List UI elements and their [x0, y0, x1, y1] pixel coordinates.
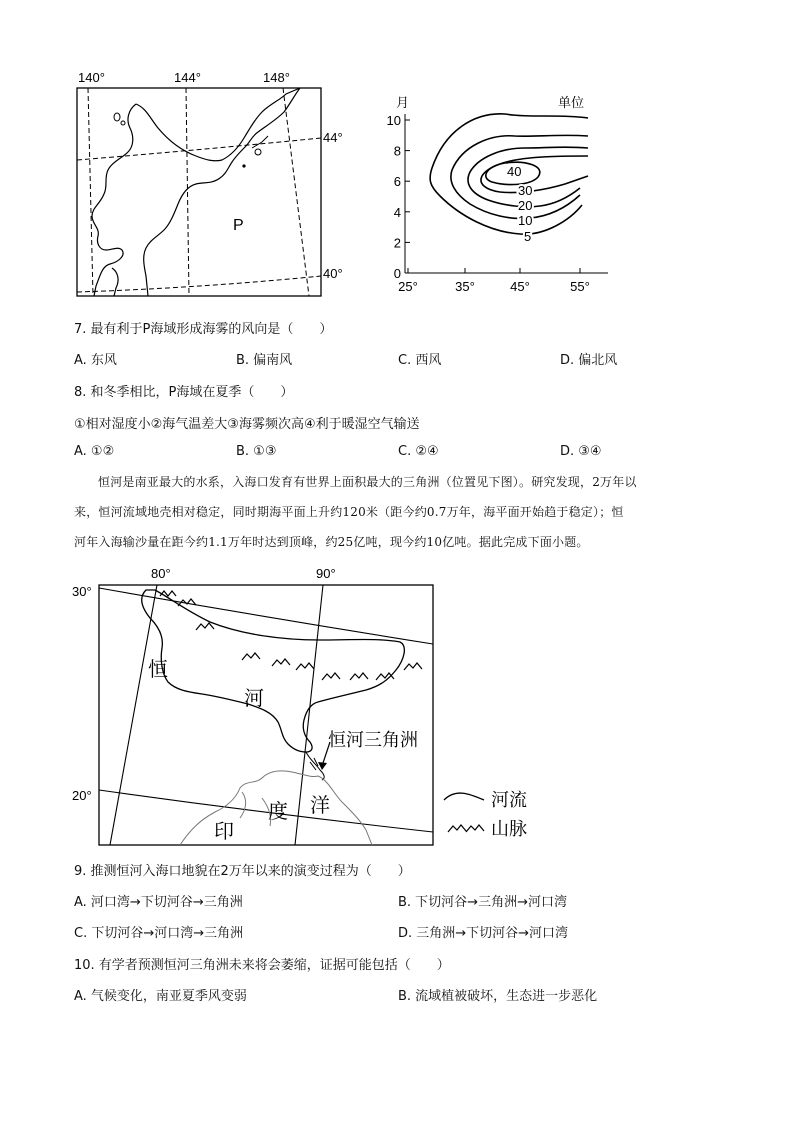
contour-label-20: 20 — [518, 198, 533, 213]
legend-river-label: 河流 — [491, 790, 527, 810]
q8-items: ①相对湿度小②海气温差大③海雾频次高④利于暖湿空气输送 — [74, 417, 420, 432]
meridian-80 — [110, 585, 157, 845]
q9-stem: 9. 推测恒河入海口地貌在2万年以来的演变过程为（ ） — [74, 864, 411, 879]
y-tick-label: 6 — [393, 174, 401, 190]
lat-label-40: 40° — [323, 266, 343, 281]
label-heng: 恒 — [148, 659, 168, 681]
island — [255, 149, 261, 155]
y-tick-label: 4 — [393, 204, 401, 220]
contour-label-10: 10 — [518, 213, 533, 228]
map1-frame — [77, 88, 321, 296]
parallel-40 — [77, 276, 321, 292]
q7-stem: 7. 最有利于P海域形成海雾的风向是（ ） — [74, 322, 333, 337]
map-ganges — [60, 560, 560, 855]
q7-option-c[interactable]: C. 西风 — [398, 353, 442, 368]
chart-ylabel: 月 — [396, 95, 410, 110]
meridian-140 — [88, 88, 93, 296]
fog-contour-chart — [370, 88, 610, 298]
q7-option-d[interactable]: D. 偏北风 — [560, 353, 618, 368]
lat-label-44: 44° — [323, 130, 343, 145]
contour-line-30 — [481, 156, 588, 193]
label-yang: 洋 — [310, 795, 330, 817]
legend-mountain-label: 山脉 — [491, 819, 527, 839]
meridian-144 — [186, 88, 189, 296]
q9-option-a[interactable]: A. 河口湾→下切河谷→三角洲 — [74, 895, 243, 910]
contour-label-40: 40 — [507, 164, 522, 179]
label-yin: 印 — [214, 821, 234, 843]
passage-line-2: 来，恒河流域地壳相对稳定，同时期海平面上升约120米（距今约0.7万年，海平面开始趋于稳定）；恒 — [74, 505, 624, 519]
lon-label-140: 140° — [78, 70, 105, 85]
lat-label-30: 30° — [72, 584, 92, 599]
q9-option-c[interactable]: C. 下切河谷→河口湾→三角洲 — [74, 926, 244, 941]
y-tick-label: 2 — [393, 235, 401, 251]
map2-frame — [99, 585, 433, 845]
x-tick-label: 35° — [455, 279, 475, 294]
q10-option-a[interactable]: A. 气候变化，南亚夏季风变弱 — [74, 989, 247, 1004]
q9-option-b[interactable]: B. 下切河谷→三角洲→河口湾 — [398, 895, 567, 910]
meridian-148 — [283, 88, 309, 296]
coastline-hokkaido — [92, 88, 300, 296]
ganges-basin-outline — [142, 590, 405, 752]
lon-label-90: 90° — [316, 566, 336, 581]
q10-option-b[interactable]: B. 流域植被破坏，生态进一步恶化 — [398, 989, 598, 1004]
q7-option-a[interactable]: A. 东风 — [74, 353, 117, 368]
chart-unit-label: 单位 — [558, 95, 585, 110]
y-tick-label: 10 — [386, 113, 401, 128]
x-tick-label: 25° — [398, 279, 418, 294]
passage-line-1: 恒河是南亚最大的水系，入海口发育有世界上面积最大的三角洲（位置见下图）。研究发现，2万年以 — [98, 475, 637, 489]
label-du: 度 — [268, 801, 288, 823]
q10-stem: 10. 有学者预测恒河三角洲未来将会萎缩，证据可能包括（ ） — [74, 958, 450, 973]
label-he: 河 — [244, 688, 264, 710]
y-tick-label: 0 — [393, 266, 401, 281]
q9-option-d[interactable]: D. 三角洲→下切河谷→河口湾 — [398, 926, 569, 941]
lon-label-144: 144° — [174, 70, 201, 85]
contour-label-5: 5 — [524, 229, 532, 244]
legend-river-symbol — [444, 793, 484, 800]
region-label-p: P — [233, 217, 244, 234]
y-tick-label: 8 — [393, 143, 401, 159]
island — [242, 164, 245, 167]
q7-option-b[interactable]: B. 偏南风 — [236, 353, 293, 368]
island-chain — [252, 136, 268, 148]
q8-stem: 8. 和冬季相比，P海域在夏季（ ） — [74, 385, 294, 400]
q8-option-b[interactable]: B. ①③ — [236, 444, 277, 459]
x-tick-label: 45° — [510, 279, 530, 294]
map-hokkaido — [0, 0, 343, 305]
lat-label-20: 20° — [72, 788, 92, 803]
island — [114, 113, 120, 121]
q8-option-c[interactable]: C. ②④ — [398, 444, 439, 459]
contour-label-30: 30 — [518, 183, 533, 198]
q8-option-a[interactable]: A. ①② — [74, 444, 115, 459]
passage — [74, 467, 724, 557]
lon-label-80: 80° — [151, 566, 171, 581]
coastline-honshu — [112, 268, 118, 296]
passage-line-3: 河年入海输沙量在距今约1.1万年时达到顶峰，约25亿吨，现今约10亿吨。据此完成下面小题。 — [74, 535, 589, 549]
q8-option-d[interactable]: D. ③④ — [560, 444, 602, 459]
legend-mountain-symbol — [448, 825, 484, 832]
island — [121, 121, 125, 125]
lon-label-148: 148° — [263, 70, 290, 85]
coast-detail — [240, 792, 271, 826]
label-delta: 恒河三角洲 — [328, 730, 418, 750]
x-tick-label: 55° — [570, 279, 590, 294]
parallel-20 — [99, 790, 433, 832]
